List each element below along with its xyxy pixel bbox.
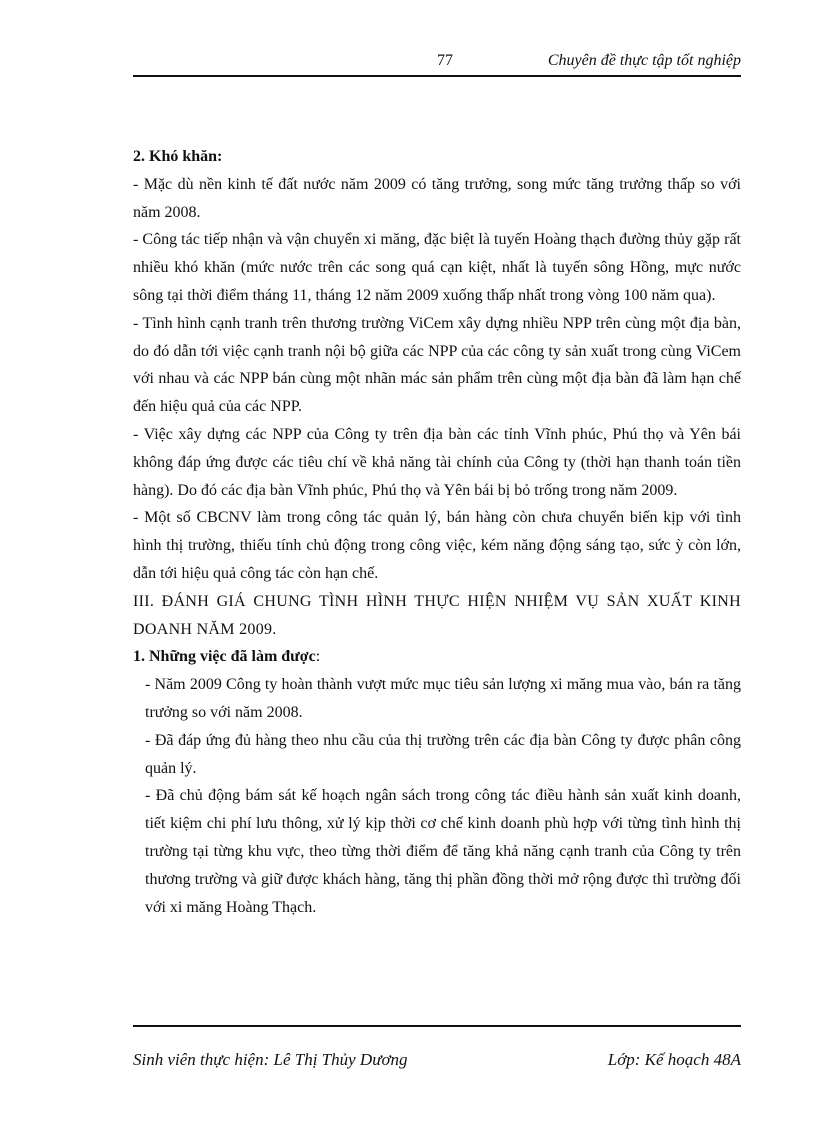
- achievements-heading-line: [133, 643, 741, 671]
- section-title: III. ĐÁNH GIÁ CHUNG TÌNH HÌNH THỰC HIỆN NHIỆM VỤ SẢN XUẤT KINH DOANH NĂM 2009.: [133, 592, 741, 638]
- achievements-heading: 1. Những việc đã làm được: [133, 648, 316, 666]
- achievement-paragraph: - Năm 2009 Công ty hoàn thành vượt mức mục tiêu sản lượng xi măng mua vào, bán ra tăng trưởng so với năm 2008.: [145, 676, 741, 721]
- difficulty-paragraph: - Tình hình cạnh tranh trên thương trường ViCem xây dựng nhiều NPP trên cùng một địa bàn, do đó dẫn tới việc cạnh tranh nội bộ giữa các NPP của các công ty sản xuất trong cùng ViCem với nhau và các NPP bán cùng một nhãn mác sản phẩm trên cùng một địa bàn đã làm hạn chế đến hiệu quả của các NPP.: [133, 314, 741, 416]
- difficulty-paragraph: - Việc xây dựng các NPP của Công ty trên địa bàn các tỉnh Vĩnh phúc, Phú thọ và Yên bái không đáp ứng được các tiêu chí về khả năng tài chính của Công ty (thời hạn thanh toán tiền hàng). Do đó các địa bàn Vĩnh phúc, Phú thọ và Yên bái bị bỏ trống trong năm 2009.: [133, 425, 741, 499]
- document-body: [133, 143, 741, 921]
- page-footer: [133, 1050, 741, 1076]
- achievement-paragraph: - Đã đáp ứng đủ hàng theo nhu cầu của thị trường trên các địa bàn Công ty được phân công quản lý.: [145, 731, 741, 777]
- footer-divider: [133, 1025, 741, 1027]
- difficulty-paragraph: - Công tác tiếp nhận và vận chuyển xi măng, đặc biệt là tuyến Hoàng thạch đường thủy gặp rất nhiều khó khăn (mức nước trên các song quá cạn kiệt, nhất là tuyến sông Hồng, mực nước sông tại thời điểm tháng 11, tháng 12 năm 2009 xuống thấp nhất trong vòng 100 năm qua).: [133, 231, 741, 304]
- achievements-list: [133, 671, 741, 921]
- achievements-heading-colon: :: [315, 648, 321, 666]
- difficulty-paragraph: - Một số CBCNV làm trong công tác quản lý, bán hàng còn chưa chuyển biến kịp với tình hình thị trường, thiếu tính chủ động trong công việc, kém năng động sáng tạo, sức ỳ còn lớn, dẫn tới hiệu quả công tác còn hạn chế.: [133, 509, 741, 582]
- header-divider: [133, 75, 741, 77]
- page-header: [133, 48, 741, 76]
- document-title: Chuyên đề thực tập tốt nghiệp: [547, 52, 741, 69]
- difficulties-heading: 2. Khó khăn:: [133, 148, 223, 165]
- class-name: Lớp: Kế hoạch 48A: [607, 1050, 741, 1069]
- page-number: 77: [437, 52, 453, 69]
- achievement-paragraph: - Đã chủ động bám sát kế hoạch ngân sách trong công tác điều hành sản xuất kinh doanh, tiết kiệm chi phí lưu thông, xử lý kịp thời cơ chế kinh doanh phù hợp với từng tình hình thị trường tại từng khu vực, theo từng thời điểm để tăng khả năng cạnh tranh của Công ty trên thương trường và giữ được khách hàng, tăng thị phần đồng thời mở rộng được thì trường đối với xi măng Hoàng Thạch.: [145, 787, 741, 916]
- difficulty-paragraph: - Mặc dù nền kinh tế đất nước năm 2009 có tăng trưởng, song mức tăng trưởng thấp so với năm 2008.: [133, 175, 741, 221]
- student-name: Sinh viên thực hiện: Lê Thị Thủy Dương: [133, 1050, 408, 1069]
